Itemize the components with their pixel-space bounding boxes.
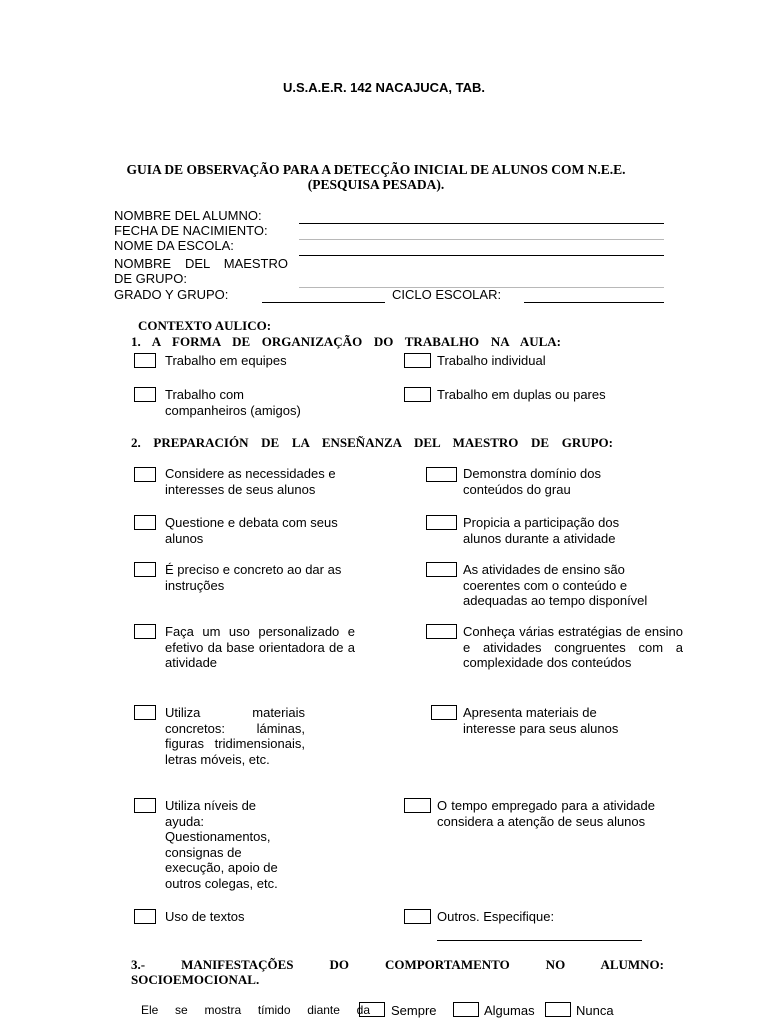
checkbox-outros[interactable] — [404, 909, 431, 924]
line-maestro-grupo[interactable] — [299, 287, 664, 288]
checkbox-varias-estrategias[interactable] — [426, 624, 457, 639]
item-materiais-concretos: Utiliza materiais concretos: láminas, figuras tridimensionais, letras móveis, etc. — [165, 705, 305, 767]
label-nombre-maestro: NOMBRE DEL MAESTRO — [114, 256, 288, 271]
checkbox-algumas[interactable] — [453, 1002, 479, 1017]
section2-heading: 2. PREPARACIÓN DE LA ENSEÑANZA DEL MAESTRO DE GRUPO: — [131, 435, 613, 450]
item-apresenta-materiais: Apresenta materiais de interesse para seus alunos — [463, 705, 619, 736]
item-uso-personalizado: Faça um uso personalizado e efetivo da base orientadora de a atividade — [165, 624, 355, 670]
context-heading — [138, 318, 271, 334]
checkbox-trabalho-equipes[interactable] — [134, 353, 156, 368]
checkbox-questione-debata[interactable] — [134, 515, 156, 530]
item-propicia-participacao: Propicia a participação dos alunos durante a atividade — [463, 515, 620, 546]
option-algumas: Algumas — [484, 1003, 535, 1018]
label-nome-escola: NOME DA ESCOLA: — [114, 238, 234, 253]
item-outros-especifique: Outros. Especifique: — [437, 909, 555, 924]
option-trabalho-companheiros: Trabalho com companheiros (amigos) — [165, 387, 301, 418]
checkbox-nunca[interactable] — [545, 1002, 571, 1017]
item-niveis-ayuda: Utiliza níveis de ayuda: Questionamentos, consignas de execução, apoio de outros colegas, etc. — [165, 798, 278, 891]
item-uso-textos: Uso de textos — [165, 909, 245, 924]
statement-timido: Ele se mostra tímido diante da — [141, 1003, 370, 1017]
label-maestro-grupo: DE GRUPO: — [114, 271, 187, 286]
label-grado-grupo: GRADO Y GRUPO: — [114, 287, 229, 302]
checkbox-considere-necessidades[interactable] — [134, 467, 156, 482]
checkbox-trabalho-companheiros[interactable] — [134, 387, 156, 402]
label-ciclo-escolar: CICLO ESCOLAR: — [392, 287, 502, 302]
item-varias-estrategias: Conheça várias estratégias de ensino e atividades congruentes com a complexidade dos conteúdos — [463, 624, 683, 670]
item-preciso-concreto: É preciso e concreto ao dar as instruções — [165, 562, 342, 593]
item-tempo-empregado: O tempo empregado para a atividade considera a atenção de seus alunos — [437, 798, 655, 829]
option-trabalho-individual: Trabalho individual — [437, 353, 546, 368]
checkbox-trabalho-duplas[interactable] — [404, 387, 431, 402]
label-fecha-nacimiento: FECHA DE NACIMIENTO: — [114, 223, 268, 238]
item-demonstra-dominio: Demonstra domínio dos conteúdos do grau — [463, 466, 602, 497]
checkbox-trabalho-individual[interactable] — [404, 353, 431, 368]
line-nome-escola[interactable] — [299, 255, 664, 256]
checkbox-apresenta-materiais[interactable] — [431, 705, 457, 720]
line-grado-grupo[interactable] — [262, 302, 385, 303]
checkbox-atividades-ensino[interactable] — [426, 562, 457, 577]
checkbox-materiais-concretos[interactable] — [134, 705, 156, 720]
line-ciclo-escolar[interactable] — [524, 302, 664, 303]
context-heading-text: CONTEXTO AULICO: — [138, 318, 272, 333]
option-sempre: Sempre — [391, 1003, 437, 1018]
item-atividades-ensino: As atividades de ensino são coerentes com o conteúdo e adequadas ao tempo disponível — [463, 562, 648, 608]
option-trabalho-duplas: Trabalho em duplas ou pares — [437, 387, 606, 402]
checkbox-demonstra-dominio[interactable] — [426, 467, 457, 482]
option-trabalho-equipes: Trabalho em equipes — [165, 353, 287, 368]
section3-heading-cont: SOCIOEMOCIONAL. — [131, 972, 260, 987]
document-title-line1: GUIA DE OBSERVAÇÃO PARA A DETECÇÃO INICIAL DE ALUNOS COM N.E.E. — [126, 162, 626, 177]
checkbox-tempo-empregado[interactable] — [404, 798, 431, 813]
section3-heading: 3.- MANIFESTAÇÕES DO COMPORTAMENTO NO ALUMNO: — [131, 957, 664, 972]
option-nunca: Nunca — [576, 1003, 614, 1018]
section1-heading: 1. A FORMA DE ORGANIZAÇÃO DO TRABALHO NA AULA: — [131, 334, 561, 349]
checkbox-propicia-participacao[interactable] — [426, 515, 457, 530]
document-title-line2: (PESQUISA PESADA). — [307, 177, 445, 192]
checkbox-uso-textos[interactable] — [134, 909, 156, 924]
checkbox-sempre[interactable] — [359, 1002, 385, 1017]
checkbox-preciso-concreto[interactable] — [134, 562, 156, 577]
item-considere-necessidades: Considere as necessidades e interesses de seus alunos — [165, 466, 336, 497]
line-fecha-nacimiento[interactable] — [299, 239, 664, 240]
label-nombre-alumno: NOMBRE DEL ALUMNO: — [114, 208, 262, 223]
institution-header: U.S.A.E.R. 142 NACAJUCA, TAB. — [282, 80, 485, 95]
checkbox-niveis-ayuda[interactable] — [134, 798, 156, 813]
item-questione-debata: Questione e debata com seus alunos — [165, 515, 338, 546]
line-nombre-alumno[interactable] — [299, 223, 664, 224]
line-outros-especifique[interactable] — [437, 940, 642, 941]
checkbox-uso-personalizado[interactable] — [134, 624, 156, 639]
